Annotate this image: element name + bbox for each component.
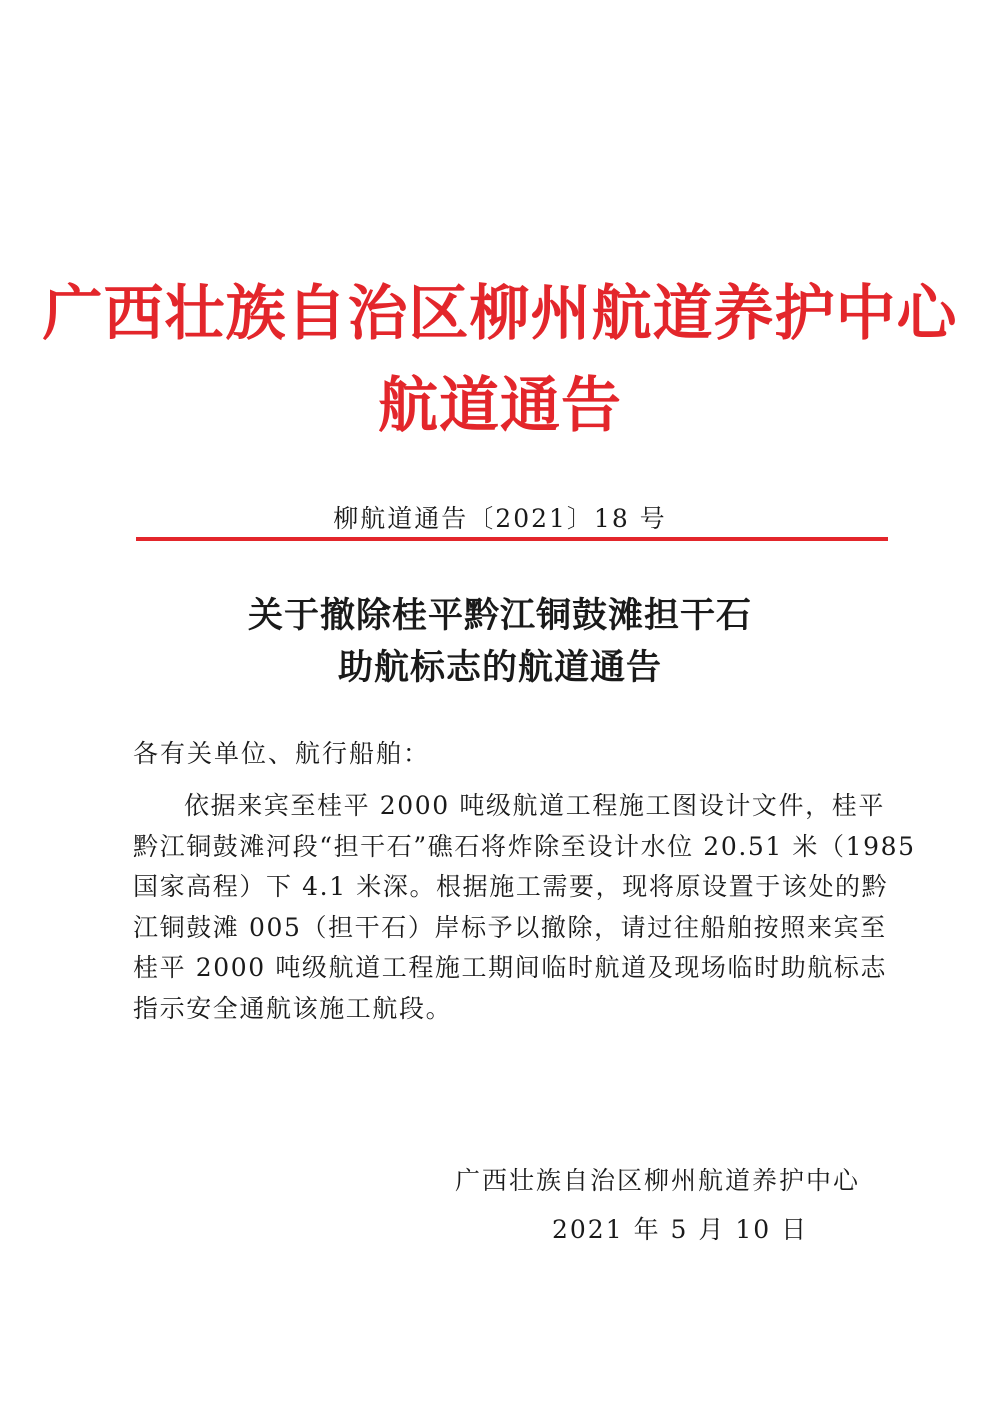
doc-type-title: 航道通告 [378, 371, 622, 441]
addressee: 各有关单位、航行船舶： [133, 739, 431, 768]
body-line: 黔江铜鼓滩河段“担干石”礁石将炸除至设计水位 20.51 米（1985 [133, 831, 916, 861]
body-line: 依据来宾至桂平 2000 吨级航道工程施工图设计文件，桂平 [184, 791, 885, 820]
body-line: 江铜鼓滩 005（担干石）岸标予以撤除，请过往船舶按照来宾至 [133, 912, 887, 942]
body-line: 国家高程）下 4.1 米深。根据施工需要，现将原设置于该处的黔 [133, 872, 889, 901]
red-divider [136, 537, 888, 541]
org-title: 广西壮族自治区柳州航道养护中心 [42, 279, 958, 349]
body-paragraph [133, 786, 916, 1029]
issuer-signature: 广西壮族自治区柳州航道养护中心 [454, 1166, 860, 1195]
body-line: 桂平 2000 吨级航道工程施工期间临时航道及现场临时助航标志 [133, 953, 888, 982]
body-line: 指示安全通航该施工航段。 [133, 993, 453, 1023]
subject-line-2: 助航标志的航道通告 [337, 647, 662, 688]
issue-date: 2021 年 5 月 10 日 [552, 1215, 809, 1244]
document-number: 柳航道通告〔2021〕18 号 [333, 504, 667, 533]
subject-line-1: 关于撤除桂平黔江铜鼓滩担干石 [247, 595, 752, 636]
